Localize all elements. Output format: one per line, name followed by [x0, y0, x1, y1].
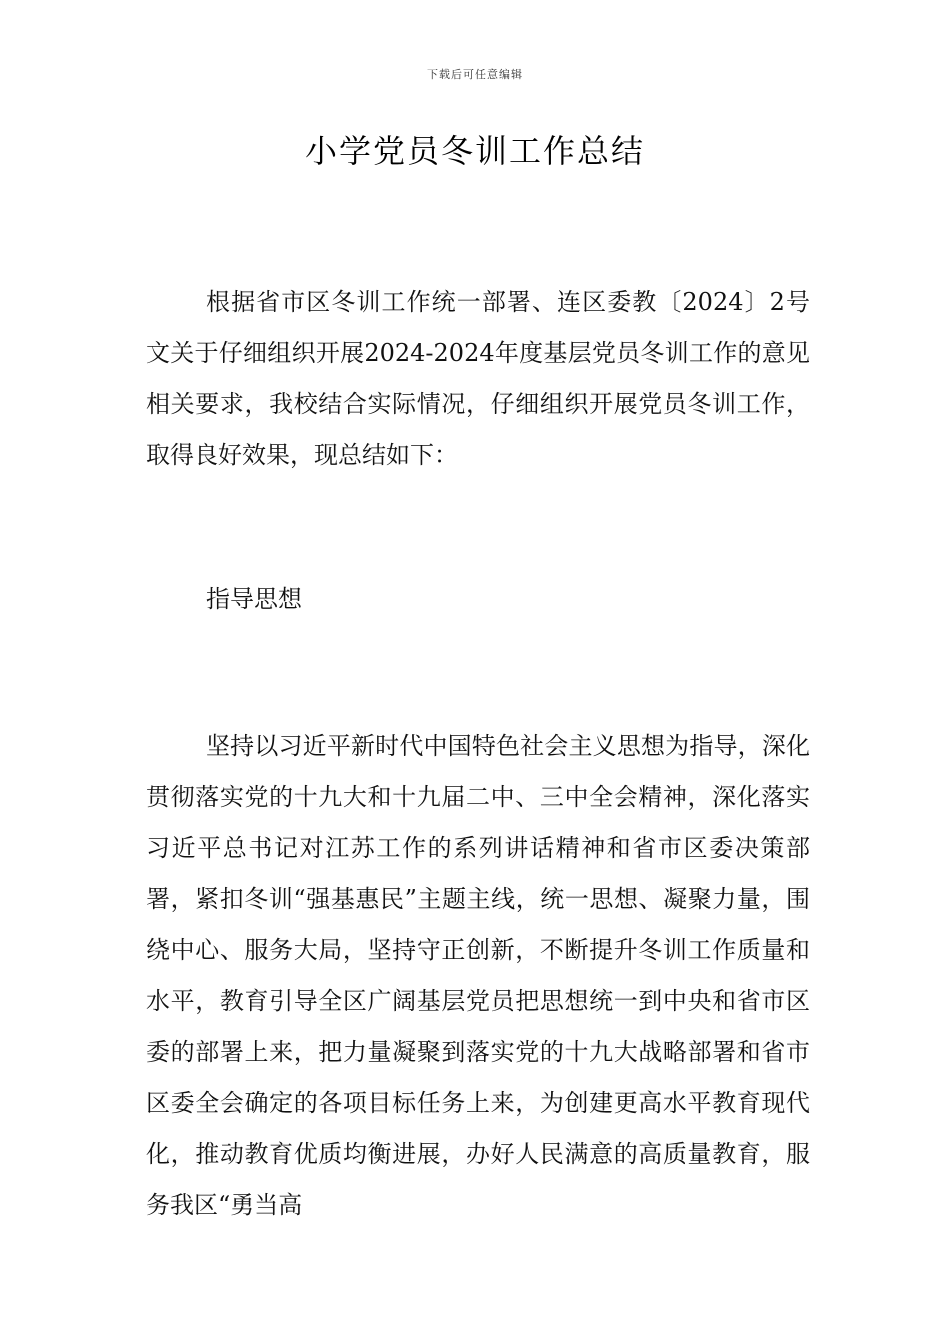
intro-paragraph: 根据省市区冬训工作统一部署、连区委教〔2024〕2号文关于仔细组织开展2024-2024年度基层党员冬训工作的意见相关要求，我校结合实际情况，仔细组织开展党员冬训工作，取得良好效果，现总结如下：: [146, 288, 810, 469]
header-note: 下载后可任意编辑: [427, 68, 523, 81]
guiding-ideology-paragraph: 坚持以习近平新时代中国特色社会主义思想为指导，深化贯彻落实党的十九大和十九届二中、三中全会精神，深化落实习近平总书记对江苏工作的系列讲话精神和省市区委决策部署，紧扣冬训“强基惠民”主题主线，统一思想、凝聚力量，围绕中心、服务大局，坚持守正创新，不断提升冬训工作质量和水平，教育引导全区广阔基层党员把思想统一到中央和省市区委的部署上来，把力量凝聚到落实党的十九大战略部署和省市区委全会确定的各项目标任务上来，为创建更高水平教育现代化，推动教育优质均衡进展，办好人民满意的高质量教育，服务我区“勇当高: [146, 732, 810, 1219]
document-title: 小学党员冬训工作总结: [304, 132, 645, 170]
section-heading-guiding-ideology: 指导思想: [206, 585, 302, 613]
